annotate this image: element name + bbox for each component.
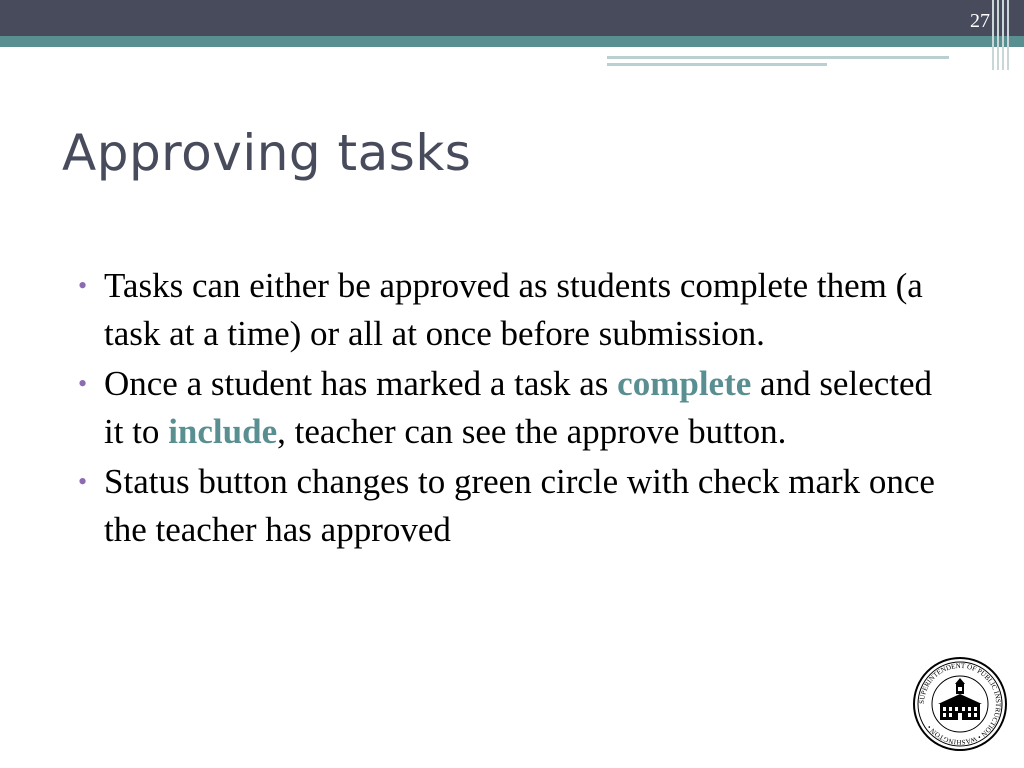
highlight-include: include bbox=[168, 412, 278, 451]
slide-title: Approving tasks bbox=[62, 124, 472, 182]
bullet-list bbox=[74, 262, 954, 556]
bullet-item bbox=[74, 262, 954, 358]
decorative-vertical-lines bbox=[992, 0, 1010, 70]
decorative-line bbox=[607, 63, 827, 66]
slide-number: 27 bbox=[970, 10, 990, 32]
bullet-icon: • bbox=[78, 271, 88, 300]
bullet-item bbox=[74, 458, 954, 554]
bullet-text: and selected it to bbox=[104, 364, 933, 451]
ospi-seal-logo bbox=[912, 656, 1008, 752]
bullet-icon: • bbox=[78, 467, 88, 496]
bullet-text: Tasks can either be approved as students complete them (a task at a time) or all at once before submission. bbox=[104, 266, 923, 353]
seal-text: SUPERINTENDENT OF PUBLIC INSTRUCTION • WASHINGTON • bbox=[917, 661, 1003, 747]
bullet-text: Status button changes to green circle with check mark once the teacher has approved bbox=[104, 462, 935, 549]
header-accent-stripe bbox=[0, 36, 1024, 47]
header-bar bbox=[0, 0, 1024, 36]
decorative-line bbox=[607, 56, 949, 59]
highlight-complete: complete bbox=[617, 364, 752, 403]
bullet-icon: • bbox=[78, 369, 88, 398]
bullet-text: , teacher can see the approve button. bbox=[277, 412, 787, 451]
bullet-text: Once a student has marked a task as bbox=[104, 364, 618, 403]
bullet-item bbox=[74, 360, 954, 456]
